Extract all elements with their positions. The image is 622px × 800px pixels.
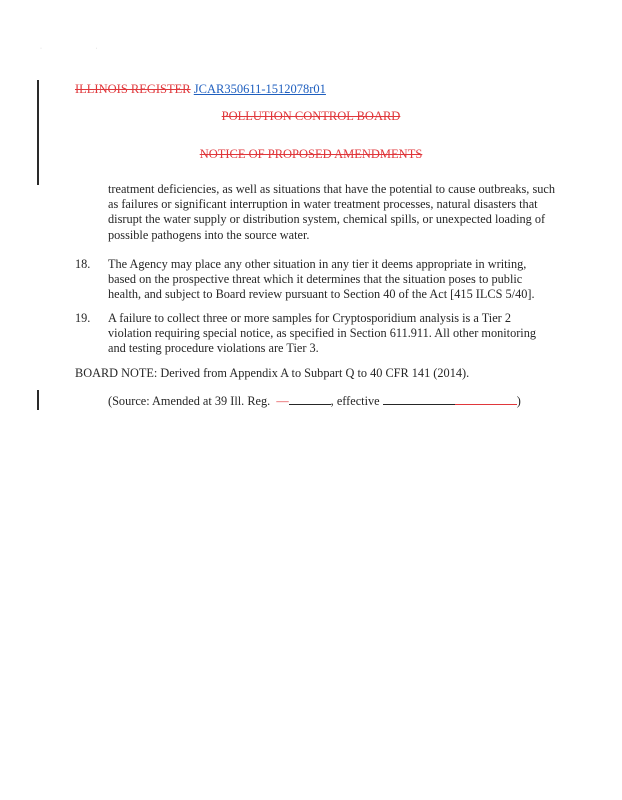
source-suffix: ) xyxy=(516,394,521,408)
register-struck-text: ILLINOIS REGISTER xyxy=(75,82,191,96)
reg-blank xyxy=(289,394,331,405)
source-effective: , effective xyxy=(330,394,380,408)
source-prefix: (Source: Amended at 39 Ill. Reg. xyxy=(108,394,271,408)
notice-title-text: NOTICE OF PROPOSED AMENDMENTS xyxy=(199,147,423,161)
notice-title xyxy=(0,147,622,162)
item-number: 18. xyxy=(75,257,91,271)
jcar-link[interactable]: JCAR350611-1512078r01 xyxy=(193,82,326,96)
item-text: The Agency may place any other situation in any tier it deems appropriate in writing, based on the prospective threat which it determines that the situation poses to public health, and subject to Board review pursuant to Section 40 of the Act [415 ILCS 5/40]. xyxy=(108,257,535,302)
source-red-dash: — xyxy=(273,394,289,408)
register-header xyxy=(75,82,326,97)
effective-blank-red xyxy=(455,394,517,405)
effective-blank xyxy=(383,394,455,405)
source-line xyxy=(108,394,521,409)
change-bar-bottom xyxy=(37,390,39,410)
board-note: BOARD NOTE: Derived from Appendix A to Subpart Q to 40 CFR 141 (2014). xyxy=(75,366,470,380)
board-title xyxy=(0,109,622,124)
scan-specks: · · xyxy=(40,46,124,52)
change-bar-top xyxy=(37,80,39,185)
board-title-text: POLLUTION CONTROL BOARD xyxy=(221,109,401,123)
item-number: 19. xyxy=(75,311,91,325)
item-text: A failure to collect three or more samples for Cryptosporidium analysis is a Tier 2 violation requiring special notice, as specified in Section 611.911. All other monitoring and testing procedure violations are Tier 3. xyxy=(108,311,537,356)
continuation-paragraph: treatment deficiencies, as well as situations that have the potential to cause outbreaks, such as failures or significant interruption in water treatment processes, natural disasters that disrupt the water supply or distribution system, chemical spills, or unexpected loading of possible pathogens into the source water. xyxy=(108,182,555,242)
